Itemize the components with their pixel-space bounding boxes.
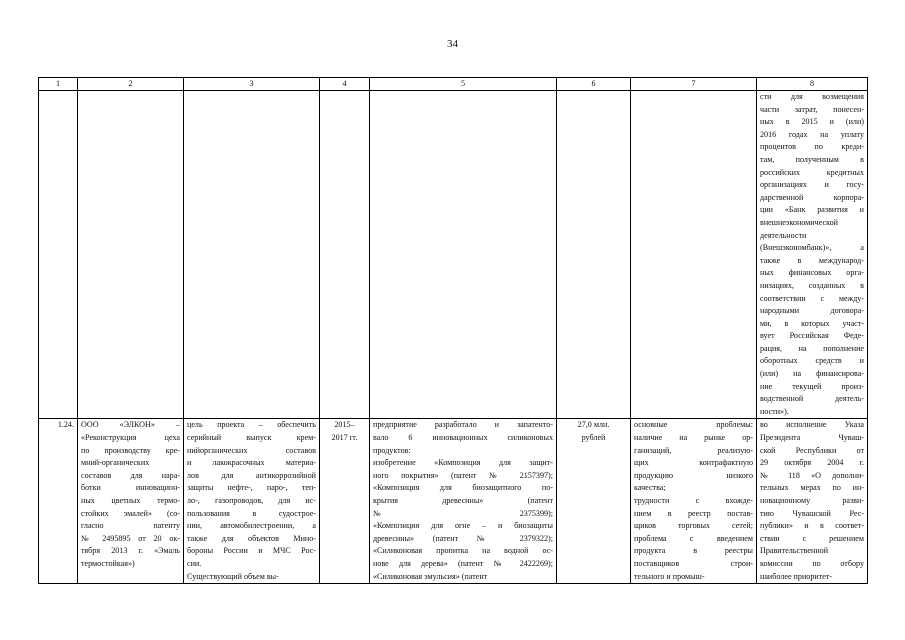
column-header: 2: [78, 78, 184, 91]
text-line: изобретение «Композиция для защит-: [373, 458, 553, 468]
text-line: ООО «ЭЛКОН» –: [81, 420, 180, 430]
text-line: наиболее приоритет-: [760, 571, 833, 581]
text-line: также для объектов Мино-: [187, 533, 316, 543]
text-line: наличие на рынке ор-: [634, 433, 753, 443]
text-line: № 2495895 от 20 ок-: [81, 533, 180, 543]
text-line: (Внешэкономбанк)», а: [760, 243, 864, 253]
text-line: составов для нара-: [81, 470, 180, 480]
text-line: народными договора-: [760, 306, 864, 316]
text-line: нове для дерева» (патент № 2422269);: [373, 558, 553, 568]
text-line: «Реконструкция цеха: [81, 433, 180, 443]
text-line: также в международ-: [760, 255, 864, 265]
text-line: рублей: [581, 433, 606, 443]
text-line: продуктов:: [373, 445, 411, 455]
text-line: ного покрытия» (патент № 2157397);: [373, 470, 553, 480]
text-line: термостойкая»): [81, 558, 135, 568]
text-line: качества;: [634, 483, 666, 493]
table-cell: [39, 91, 78, 419]
text-line: предприятие разработало и запатенто-: [373, 420, 553, 430]
column-header: 8: [757, 78, 868, 91]
text-line: нием в реестр постав-: [634, 508, 753, 518]
column-header: 1: [39, 78, 78, 91]
text-line: части затрат, понесен-: [760, 104, 864, 114]
text-line: рация, на пополнение: [760, 343, 864, 353]
text-line: мний-органических: [81, 458, 150, 468]
text-line: ции «Банк развития и: [760, 205, 864, 215]
text-line: комиссии по отбору: [760, 558, 864, 568]
table-cell: [370, 91, 557, 419]
table-cell: [39, 419, 78, 584]
text-line: поставщиков строи-: [634, 558, 753, 568]
table-row: [39, 419, 868, 584]
text-line: новационному разви-: [760, 496, 864, 505]
text-line: проблема с введением: [634, 533, 753, 543]
text-line: «Силиконовая пропитка на водной ос-: [373, 546, 553, 556]
text-line: ности»).: [760, 406, 789, 416]
table-cell: [320, 91, 370, 419]
text-line: № 2375399);: [373, 508, 553, 518]
text-line: организациях и госу-: [760, 180, 864, 190]
text-line: по производству кре-: [81, 445, 180, 455]
text-line: публики» и в соответ-: [760, 521, 864, 531]
header-row: [39, 78, 868, 91]
text-line: тября 2013 г. «Эмаль: [81, 546, 180, 556]
text-line: 27,0 млн.: [577, 420, 610, 430]
text-line: 1.24.: [57, 420, 74, 430]
text-line: оборотных средств и: [760, 356, 864, 366]
column-header: 3: [184, 78, 320, 91]
text-line: нии, автомобилестроении, а: [187, 521, 316, 531]
text-line: нийорганических составов: [187, 445, 316, 455]
table-cell: [757, 419, 868, 584]
text-line: крытия древесины» (патент: [373, 496, 553, 505]
table-cell: [184, 419, 320, 584]
text-line: «Композиция для огне – и биозащиты: [373, 521, 553, 531]
table-cell: [757, 91, 868, 419]
table-cell: [184, 91, 320, 419]
text-line: «Композиция для биозащитного по-: [373, 483, 553, 493]
text-line: 2015–: [334, 420, 355, 430]
text-line: (или) на финансирова-: [760, 369, 864, 379]
text-line: трудности с вхожде-: [634, 496, 753, 505]
page-number: 34: [447, 38, 458, 50]
text-line: Правительственной: [760, 546, 829, 556]
text-line: щих контрафактную: [634, 458, 753, 468]
table-cell: [370, 419, 557, 584]
text-line: ных в 2015 и (или): [760, 117, 864, 127]
text-line: Существующий объем вы-: [187, 571, 279, 581]
text-line: сти для возмещения: [760, 92, 864, 101]
text-line: продукта в реестры: [634, 546, 753, 556]
table-cell: [631, 91, 757, 419]
text-line: лов для антикоррозийной: [187, 470, 316, 480]
text-line: серийный выпуск крем-: [187, 433, 316, 443]
text-line: ганизаций, реализую-: [634, 445, 753, 455]
table-cell: [78, 419, 184, 584]
text-line: ных финансовых орга-: [760, 268, 864, 278]
column-header: 5: [370, 78, 557, 91]
text-line: Президента Чуваш-: [760, 433, 864, 443]
table-cell: [557, 91, 631, 419]
text-line: тию Чувашской Рес-: [760, 508, 864, 518]
text-line: ботки инновацион-: [81, 483, 180, 493]
text-line: российских кредитных: [760, 167, 864, 177]
text-line: гласно патенту: [81, 521, 180, 531]
text-line: 2017 гг.: [331, 433, 358, 443]
text-line: во исполнение Указа: [760, 420, 864, 430]
table-cell: [78, 91, 184, 419]
text-line: щиков торговых сетей;: [634, 521, 753, 531]
text-line: вало 6 инновационных силиконовых: [373, 433, 553, 443]
text-line: пользования в судострое-: [187, 508, 316, 518]
text-line: ми, в которых участ-: [760, 318, 864, 328]
project-table: [38, 77, 868, 584]
column-header: 4: [320, 78, 370, 91]
table-cell: [320, 419, 370, 584]
text-line: основные проблемы:: [634, 420, 753, 430]
text-line: бороны России и МЧС Рос-: [187, 546, 316, 556]
table-cell: [631, 419, 757, 584]
text-line: низациях, созданных в: [760, 280, 864, 290]
text-line: тельного и промыш-: [634, 571, 705, 581]
table-cell: [557, 419, 631, 584]
text-line: дарственной корпора-: [760, 192, 864, 202]
text-line: защиты нефте-, паро-, теп-: [187, 483, 316, 493]
text-line: там, полученным в: [760, 154, 864, 164]
text-line: 29 октября 2004 г.: [760, 458, 864, 468]
text-line: сии.: [187, 558, 202, 568]
text-line: продукцию низкого: [634, 470, 753, 480]
text-line: древесины» (патент № 2379322);: [373, 533, 553, 543]
text-line: внешнеэкономической: [760, 217, 838, 227]
text-line: ствии с решением: [760, 533, 864, 543]
text-line: тельных мерах по ин-: [760, 483, 864, 493]
text-line: 2016 годах на уплату: [760, 129, 864, 139]
text-line: «Силиконовая эмульсия» (патент: [373, 571, 488, 581]
text-line: № 118 «О дополни-: [760, 470, 864, 480]
text-line: стойких эмалей» (со-: [81, 508, 180, 518]
text-line: ской Республики от: [760, 445, 864, 455]
text-line: ло-, газопроводов, для ис-: [187, 496, 316, 505]
text-line: ние текущей произ-: [760, 381, 864, 391]
text-line: ных цветных термо-: [81, 496, 180, 505]
column-header: 7: [631, 78, 757, 91]
table-row: [39, 91, 868, 419]
text-line: и лакокрасочных материа-: [187, 458, 316, 468]
text-line: вует Российская Феде-: [760, 331, 864, 341]
text-line: водственной деятель-: [760, 394, 864, 404]
column-header: 6: [557, 78, 631, 91]
text-line: деятельности: [760, 230, 807, 240]
text-line: цель проекта – обеспечить: [187, 420, 316, 430]
text-line: соответствии с между-: [760, 293, 864, 303]
text-line: процентов по креди-: [760, 142, 864, 152]
